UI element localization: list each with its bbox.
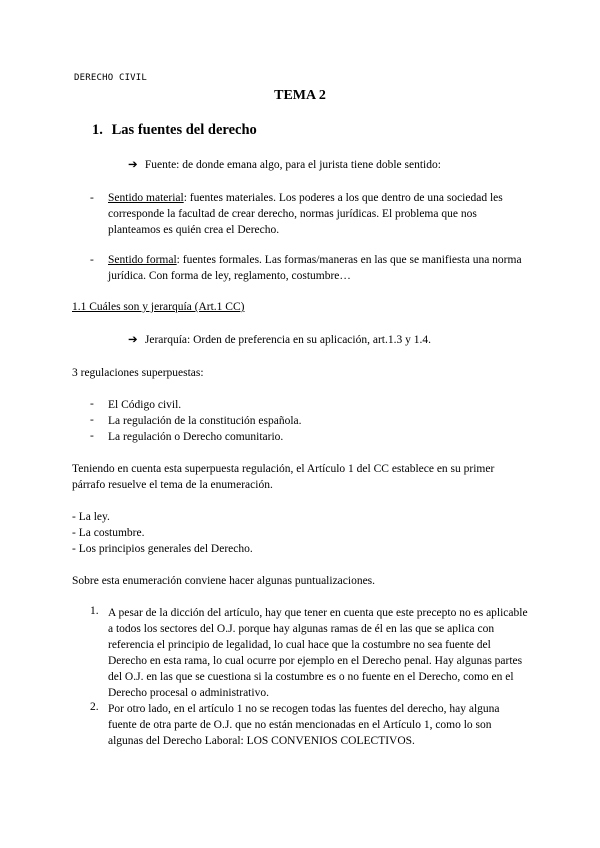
arrow-icon: ➔ — [128, 159, 138, 171]
list-item: - Los principios generales del Derecho. — [72, 543, 253, 555]
list-number: 1. — [90, 605, 99, 617]
list-item: El Código civil. — [108, 399, 182, 411]
sentido-formal-text: : fuentes formales. Las formas/maneras en las que se manifiesta una norma jurídica. Con forma de ley, reglamento, costumbre… — [108, 254, 522, 282]
sentido-material-term: Sentido material — [108, 192, 184, 204]
section-number: 1. — [92, 122, 103, 138]
arrow-note-text: Jerarquía: Orden de preferencia en su aplicación, art.1.3 y 1.4. — [144, 334, 431, 346]
subject-header: DERECHO CIVIL — [74, 73, 148, 83]
dash-bullet: - — [90, 398, 94, 410]
section-heading — [92, 122, 257, 139]
paragraph-articulo-1: Teniendo en cuenta esta superpuesta regulación, el Artículo 1 del CC establece en su primer párrafo resuelve el tema de la enumeración. — [72, 463, 495, 491]
section-title: Las fuentes del derecho — [111, 122, 257, 138]
list-number: 2. — [90, 701, 99, 713]
arrow-note-fuente — [128, 157, 441, 171]
arrow-icon: ➔ — [128, 334, 138, 346]
list-item: - La ley. — [72, 511, 110, 523]
sentido-formal-paragraph — [108, 252, 528, 284]
numbered-paragraph: A pesar de la dicción del artículo, hay que tener en cuenta que este precepto no es aplicable a todos los sectores del O.J. porque hay algunas ramas de él en las que se aplica con referencia el principio de legalidad, lo cual hace que la costumbre no sea fuente del Derecho en esta rama, lo cual ocurre por ejemplo en el Derecho penal. Hay algunas partes del O.J. en las que se cuestiona si la costumbre es o no fuente en el Derecho, como en el Derecho procesal o administrativo. — [108, 607, 528, 699]
numbered-paragraph: Por otro lado, en el artículo 1 no se recogen todas las fuentes del derecho, hay alguna fuente de otra parte de O.J. que no están mencionadas en el Artículo 1, como lo son algunas del Derecho Laboral: LOS CONVENIOS COLECTIVOS. — [108, 703, 500, 747]
list-item: - La costumbre. — [72, 527, 145, 539]
list-item: La regulación de la constitución española. — [108, 415, 302, 427]
paragraph-puntualizaciones: Sobre esta enumeración conviene hacer algunas puntualizaciones. — [72, 575, 376, 587]
dash-bullet: - — [90, 254, 94, 266]
list-item: La regulación o Derecho comunitario. — [108, 431, 284, 443]
arrow-note-text: Fuente: de donde emana algo, para el jurista tiene doble sentido: — [144, 159, 441, 171]
sentido-formal-term: Sentido formal — [108, 254, 177, 266]
sentido-material-paragraph — [108, 190, 528, 238]
dash-bullet: - — [90, 430, 94, 442]
dash-bullet: - — [90, 192, 94, 204]
subsection-heading: 1.1 Cuáles son y jerarquía (Art.1 CC) — [72, 301, 245, 313]
dash-bullet: - — [90, 414, 94, 426]
regulaciones-intro: 3 regulaciones superpuestas: — [72, 367, 204, 379]
page-title: TEMA 2 — [274, 88, 326, 103]
sentido-material-text: : fuentes materiales. Los poderes a los que dentro de una sociedad les corresponde la facultad de crear derecho, normas jurídicas. El problema que nos planteamos es quién crea el Derecho. — [108, 192, 503, 236]
arrow-note-jerarquia — [128, 332, 431, 346]
